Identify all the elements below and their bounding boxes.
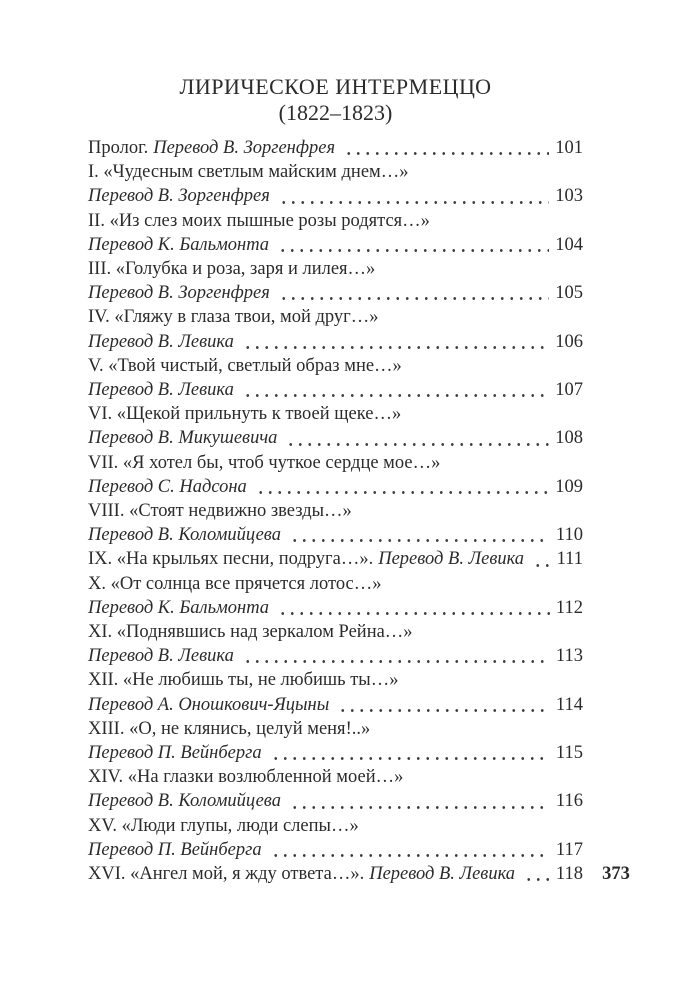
leader-dots	[277, 281, 549, 305]
entry-title-line	[88, 209, 583, 233]
toc-entry	[88, 717, 583, 765]
leader-dots	[288, 789, 550, 813]
entry-page-number: 115	[555, 743, 583, 764]
section-subtitle: (1822–1823)	[278, 100, 393, 125]
toc-entry	[88, 499, 583, 547]
entry-translator: Перевод В. Левика	[88, 380, 234, 401]
section-header	[88, 0, 583, 126]
entry-title: V. «Твой чистый, светлый образ мне…»	[88, 355, 402, 376]
toc-entry	[88, 160, 583, 208]
toc-entry	[88, 257, 583, 305]
leader-dots	[254, 475, 549, 499]
entry-leader-line	[88, 789, 583, 813]
entry-translator: Перевод А. Оношкович-Яцыны	[88, 694, 330, 715]
entry-title: I. «Чудесным светлым майским днем…»	[88, 162, 409, 183]
toc-entry	[88, 451, 583, 499]
entry-title: VIII. «Стоят недвижно звезды…»	[88, 501, 352, 522]
entry-leader-line	[88, 233, 583, 257]
entry-page-number: 110	[555, 525, 583, 546]
entry-translator: Перевод В. Зоргенфрея	[88, 283, 270, 304]
toc-entry	[88, 572, 583, 620]
entry-leader-line	[88, 838, 583, 862]
book-page	[88, 0, 583, 886]
entry-leader-line	[88, 741, 583, 765]
entry-page-number: 118	[555, 864, 583, 885]
entry-title-line	[88, 668, 583, 692]
entry-title: III. «Голубка и роза, заря и лилея…»	[88, 259, 376, 280]
entry-title-inline: XVI. «Ангел мой, я жду ответа…».	[88, 864, 365, 885]
entry-title-line	[88, 814, 583, 838]
entry-leader-line	[88, 547, 583, 571]
entry-page-number: 103	[555, 186, 583, 207]
entry-title-line	[88, 572, 583, 596]
leader-dots	[269, 741, 550, 765]
entry-title: VI. «Щекой прильнуть к твоей щеке…»	[88, 404, 402, 425]
entry-translator: Перевод В. Зоргенфрея	[88, 186, 270, 207]
entry-page-number: 104	[555, 234, 583, 255]
leader-dots	[241, 644, 550, 668]
entry-translator: Перевод К. Бальмонта	[88, 234, 270, 255]
entry-translator: Перевод В. Левика	[88, 646, 234, 667]
toc-entry	[88, 547, 583, 571]
toc-entry	[88, 814, 583, 862]
entry-leader-line	[88, 136, 583, 160]
entry-title: XIII. «О, не клянись, целуй меня!..»	[88, 718, 371, 739]
entry-title: VII. «Я хотел бы, чтоб чуткое сердце мое…»	[88, 452, 441, 473]
toc-list	[88, 136, 583, 886]
entry-title-line	[88, 765, 583, 789]
entry-leader-line	[88, 281, 583, 305]
entry-title-line	[88, 354, 583, 378]
leader-dots	[241, 378, 549, 402]
entry-title: IV. «Гляжу в глаза твои, мой друг…»	[88, 307, 379, 328]
entry-page-number: 105	[555, 283, 583, 304]
entry-title: II. «Из слез моих пышные розы родятся…»	[88, 210, 430, 231]
entry-title-inline: Пролог.	[88, 138, 149, 158]
toc-entry	[88, 305, 583, 353]
entry-page-number: 112	[555, 597, 583, 618]
toc-entry	[88, 668, 583, 716]
entry-title-inline: IX. «На крыльях песни, подруга…».	[88, 549, 374, 570]
entry-page-number: 116	[555, 791, 583, 812]
leader-dots	[531, 547, 551, 571]
toc-entry	[88, 402, 583, 450]
entry-leader-line	[88, 596, 583, 620]
entry-translator: Перевод С. Надсона	[88, 476, 247, 497]
entry-page-number: 113	[555, 646, 583, 667]
leader-dots	[276, 233, 549, 257]
leader-dots	[288, 523, 550, 547]
entry-title: XIV. «На глазки возлюбленной моей…»	[88, 767, 404, 788]
entry-title: XII. «Не любишь ты, не любишь ты…»	[88, 670, 399, 691]
leader-dots	[277, 184, 549, 208]
toc-entry	[88, 136, 583, 160]
entry-leader-line	[88, 378, 583, 402]
toc-entry	[88, 620, 583, 668]
entry-translator: Перевод В. Зоргенфрея	[153, 138, 336, 158]
entry-page-number: 109	[555, 476, 583, 497]
entry-leader-line	[88, 184, 583, 208]
entry-title: XV. «Люди глупы, люди слепы…»	[88, 815, 359, 836]
entry-title-line	[88, 305, 583, 329]
entry-leader-line	[88, 330, 583, 354]
toc-entry	[88, 209, 583, 257]
entry-title: X. «От солнца все прячется лотос…»	[88, 573, 382, 594]
entry-title-line	[88, 499, 583, 523]
entry-leader-line	[88, 523, 583, 547]
entry-title-line	[88, 160, 583, 184]
entry-translator: Перевод П. Вейнберга	[88, 743, 262, 764]
leader-dots	[269, 838, 550, 862]
entry-title-line	[88, 620, 583, 644]
entry-translator: Перевод В. Левика	[378, 549, 525, 570]
entry-translator: Перевод В. Левика	[88, 331, 234, 352]
entry-leader-line	[88, 475, 583, 499]
entry-leader-line	[88, 693, 583, 717]
entry-title-line	[88, 717, 583, 741]
entry-page-number: 107	[555, 380, 583, 401]
entry-page-number: 108	[555, 428, 583, 449]
entry-page-number: 114	[555, 694, 583, 715]
entry-translator: Перевод В. Коломийцева	[88, 791, 281, 812]
entry-title: XI. «Поднявшись над зеркалом Рейна…»	[88, 622, 413, 643]
leader-dots	[284, 426, 549, 450]
entry-title-line	[88, 257, 583, 281]
toc-entry	[88, 354, 583, 402]
entry-translator: Перевод В. Левика	[369, 864, 516, 885]
entry-page-number: 111	[556, 549, 583, 570]
entry-title-line	[88, 451, 583, 475]
toc-entry	[88, 765, 583, 813]
entry-translator: Перевод К. Бальмонта	[88, 597, 270, 618]
entry-page-number: 101	[555, 138, 583, 158]
leader-dots	[342, 136, 549, 160]
entry-page-number: 106	[555, 331, 583, 352]
leader-dots	[336, 693, 550, 717]
entry-title-line	[88, 402, 583, 426]
entry-translator: Перевод В. Микушевича	[88, 428, 278, 449]
leader-dots	[522, 862, 550, 886]
entry-page-number: 117	[555, 839, 583, 860]
leader-dots	[241, 330, 549, 354]
entry-translator: Перевод В. Коломийцева	[88, 525, 281, 546]
section-title: ЛИРИЧЕСКОЕ ИНТЕРМЕЦЦО	[179, 74, 492, 99]
leader-dots	[276, 596, 550, 620]
entry-translator: Перевод П. Вейнберга	[88, 839, 262, 860]
toc-entry	[88, 862, 583, 886]
page-number-folio: 373	[602, 864, 630, 884]
entry-leader-line	[88, 426, 583, 450]
entry-leader-line	[88, 644, 583, 668]
entry-leader-line	[88, 862, 583, 886]
